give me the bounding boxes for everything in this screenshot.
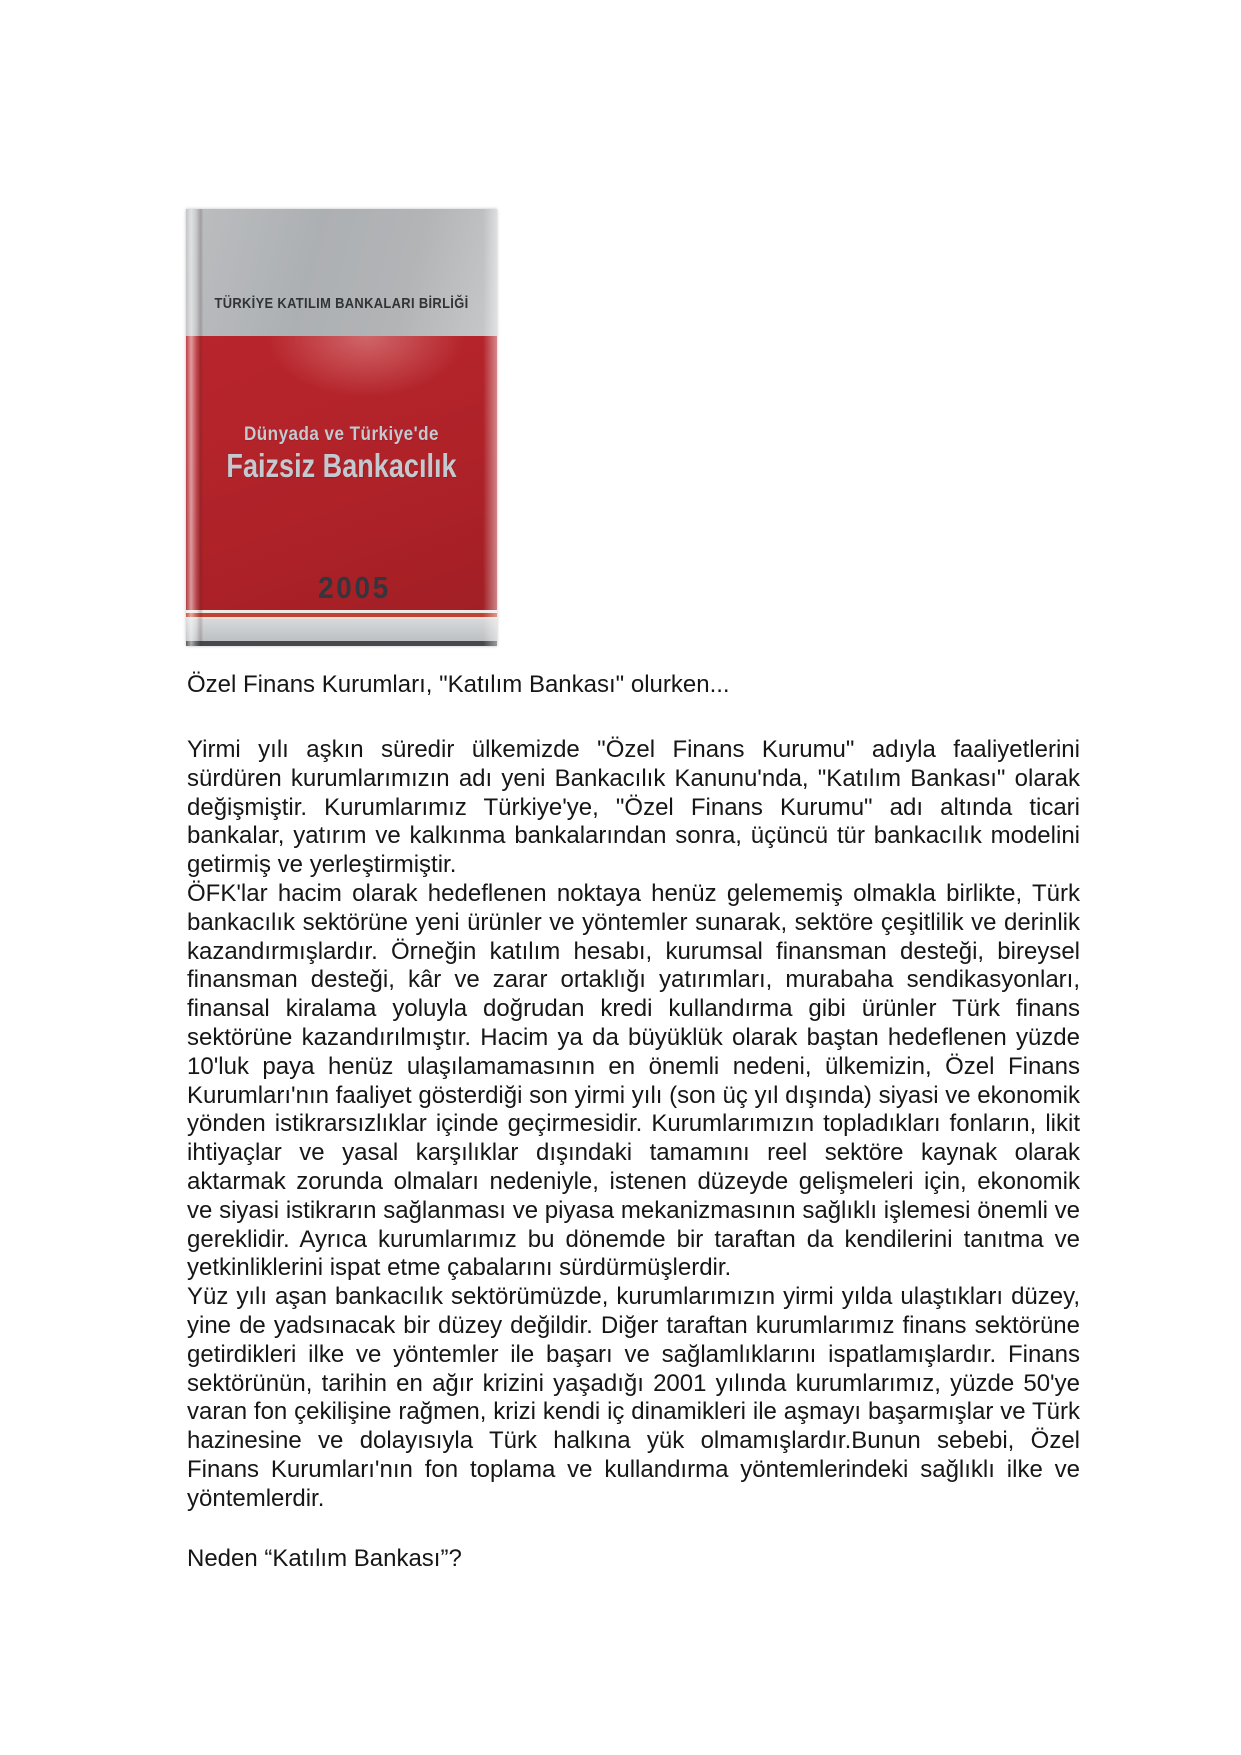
book-cover — [186, 209, 497, 646]
cover-title-group — [186, 424, 497, 484]
cover-subtitle: Dünyada ve Türkiye'de — [243, 424, 440, 445]
cover-top-band — [186, 209, 497, 336]
cover-bottom-dark-line — [186, 641, 497, 646]
paragraph-3: Yüz yılı aşan bankacılık sektörümüzde, kurumlarımızın yirmi yılda ulaştıkları düzey, yine de yadsınacak bir düzey değildir. Diğer taraftan kurumlarımız finans sektörüne getirdikleri ilke ve yöntemler ile başarı ve sağlamlıklarını ispatlamışlardır. Finans sektörünün, tarihin en ağır krizini yaşadığı 2001 yılında kurumlarımız, yüzde 50'ye varan fon çekilişine rağmen, krizi kendi iç dinamikleri ile aşmayı başarmışlar ve Türk hazinesine ve dolayısıyla Türk halkına yük olmamışlardır.Bunun sebebi, Özel Finans Kurumları'nın fon toplama ve kullandırma yöntemlerindeki sağlıklı ilke ve yöntemlerdir. — [187, 1283, 1080, 1512]
section-heading: Özel Finans Kurumları, "Katılım Bankası" olurken... — [187, 671, 730, 698]
cover-bottom-gray-bar — [186, 619, 497, 641]
body-paragraphs — [187, 736, 1080, 1514]
closing-question-heading: Neden “Katılım Bankası”? — [187, 1544, 462, 1572]
cover-association-name: TÜRKİYE KATILIM BANKALARI BİRLİĞİ — [214, 295, 469, 312]
cover-scan-glare — [266, 336, 466, 398]
paragraph-1: Yirmi yılı aşkın süredir ülkemizde "Özel Finans Kurumu" adıyla faaliyetlerini sürdüren kurumlarımızın adı yeni Bankacılık Kanunu'nda, "Katılım Bankası" olarak değişmiştir. Kurumlarımız Türkiye'ye, "Özel Finans Kurumu" adı altında ticari bankalar, yatırım ve kalkınma bankalarından sonra, üçüncü tür bankacılık modelini getirmiş ve yerleştirmiştir. — [187, 736, 1080, 879]
cover-year: 2005 — [318, 570, 391, 605]
document-text-block — [187, 670, 1080, 1573]
paragraph-2: ÖFK'lar hacim olarak hedeflenen noktaya henüz gelememiş olmakla birlikte, Türk bankacılık sektörüne yeni ürünler ve yöntemler sunarak, sektöre çeşitlilik ve derinlik kazandırmışlardır. Örneğin katılım hesabı, kurumsal finansman desteği, bireysel finansman desteği, kâr ve zarar ortaklığı yatırımları, murabaha sendikasyonları, finansal kiralama yoluyla doğrudan kredi kullandırma gibi ürünler Türk finans sektörüne kazandırılmıştır. Hacim ya da büyüklük olarak baştan hedeflenen yüzde 10'luk paya henüz ulaşılamamasının en önemli nedeni, ülkemizin, Özel Finans Kurumları'nın faaliyet gösterdiği son yirmi yılı (son üç yıl dışında) siyasi ve ekonomik yönden istikrarsızlıklar içinde geçirmesidir. Kurumlarımızın topladıkları fonların, likit ihtiyaçlar ve yasal karşılıklar dışındaki tamamını reel sektöre kaynak olarak aktarmak zorunda olmaları nedeniyle, istenen düzeyde gelişmeleri için, ekonomik ve siyasi istikrarın sağlanması ve piyasa mekanizmasının sağlıklı işlemesi önemli ve gereklidir. Ayrıca kurumlarımız bu dönemde bir taraftan da kendilerini tanıtma ve yetkinliklerini ispat etme çabalarını sürdürmüşlerdir. — [187, 879, 1080, 1282]
cover-title: Faizsiz Bankacılık — [226, 447, 457, 484]
